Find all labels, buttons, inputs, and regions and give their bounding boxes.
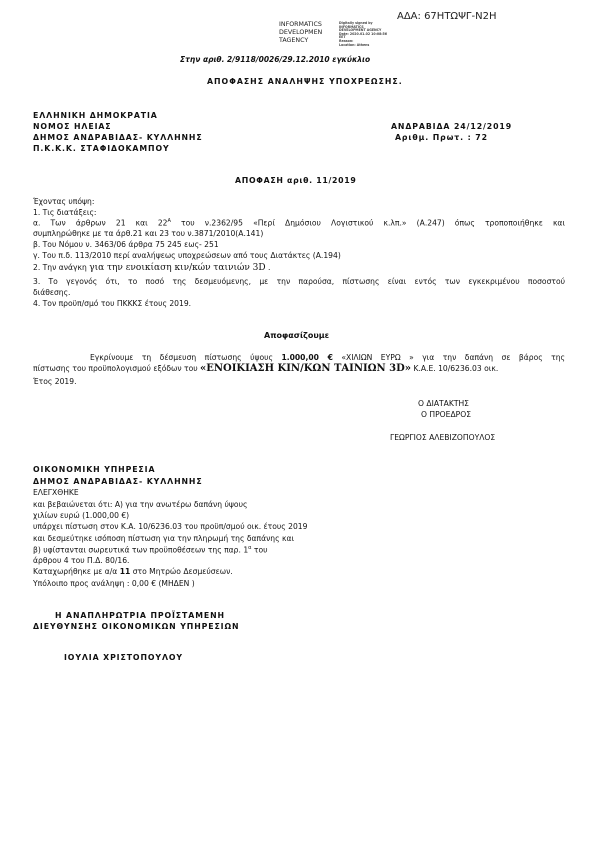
finance-articles: άρθρου 4 του Π.Δ. 80/16. — [33, 556, 130, 565]
finance-municipality: ΔΗΜΟΣ ΑΝΔΡΑΒΙΔΑΣ- ΚΥΛΛΗΝΗΣ — [33, 477, 203, 486]
provision-b: β. Του Νόμου ν. 3463/06 άρθρα 75 245 εως- 251 — [33, 240, 219, 249]
item-2-need — [33, 263, 270, 273]
head-name: ΙΟΥΛΙΑ ΧΡΙΣΤΟΠΟΥΛΟΥ — [64, 653, 183, 662]
ada-code: ΑΔΑ: 67ΗΤΩΨΓ-Ν2Η — [397, 11, 497, 22]
conditions-post: του — [251, 545, 268, 555]
approval-line-1 — [33, 353, 565, 362]
registered-number: 11 — [119, 567, 131, 576]
circular-reference: Στην αριθ. 2/9118/0026/29.12.2010 εγκύκλιο — [180, 55, 371, 64]
finance-registered — [33, 567, 233, 576]
item-2-subject: για την ενοικίαση κιν/κών ταινιών 3D — [89, 263, 266, 273]
finance-amount-words: χιλίων ευρώ (1.000,00 €) — [33, 511, 130, 520]
approval-2-post: Κ.Α.Ε. 10/6236.03 οικ. — [411, 364, 499, 373]
stamp-signer-line: TAGENCY — [279, 37, 309, 44]
provision-a-line-1 — [33, 218, 565, 228]
protocol-number: Αριθμ. Πρωτ. : 72 — [395, 133, 488, 142]
org-line-municipality: ΔΗΜΟΣ ΑΝΔΡΑΒΙΔΑΣ- ΚΥΛΛΗΝΗΣ — [33, 133, 203, 142]
approval-line-3: Έτος 2019. — [33, 377, 77, 386]
finance-conditions — [33, 545, 267, 555]
stamp-detail-line: Digitally signed by — [339, 21, 373, 25]
we-decide-heading: Αποφασίζουμε — [264, 331, 330, 340]
head-title: Η ΑΝΑΠΛΗΡΩΤΡΙΑ ΠΡΟΪΣΤΑΜΕΝΗ — [55, 611, 225, 620]
approval-2-pre: πίστωσης του προϋπολογισμού εξόδων του — [33, 364, 201, 373]
head-department: ΔΙΕΥΘΥΝΣΗΣ ΟΙΚΟΝΟΜΙΚΩΝ ΥΠΗΡΕΣΙΩΝ — [33, 622, 240, 631]
stamp-signer-line: DEVELOPMEN — [279, 29, 323, 36]
stamp-detail-line: Location: Athens — [339, 42, 370, 47]
stamp-detail-line: Date: 2020.01.02 10:08:56 — [339, 31, 387, 36]
signature-chairman: Ο ΠΡΟΕΔΡΟΣ — [421, 410, 472, 419]
provision-c: γ. Του π.δ. 113/2010 περί αναλήψεως υποχρεώσεων από τους Διατάκτες (Α.194) — [33, 251, 341, 260]
item-2-post: . — [265, 263, 271, 272]
finance-commitment: και δεσμεύτηκε ισόποση πίστωση για την πληρωμή της δαπάνης και — [33, 534, 295, 543]
org-line-entity: Π.Κ.Κ.Κ. ΣΤΑΦΙΔΟΚΑΜΠΟΥ — [33, 144, 170, 153]
item-4-budget: 4. Τον προϋπ/σμό του ΠΚΚΚΣ έτους 2019. — [33, 299, 192, 308]
finance-credit-exists: υπάρχει πίστωση στον Κ.Α. 10/6236.03 του προϋπ/σμού οικ. έτους 2019 — [33, 522, 308, 531]
decision-title: ΑΠΟΦΑΣΗ αριθ. 11/2019 — [235, 176, 357, 185]
stamp-detail-line: Reason: — [339, 38, 354, 43]
item-3-line-2: διάθεσης. — [33, 288, 71, 297]
registered-post: στο Μητρώο Δεσμεύσεων. — [130, 567, 233, 576]
stamp-details — [339, 22, 387, 47]
provisions-item: 1. Τις διατάξεις: — [33, 208, 97, 217]
approval-post: «ΧΙΛΙΩΝ ΕΥΡΩ » για την δαπάνη σε βάρος της — [332, 353, 565, 362]
finance-certified: και βεβαιώνεται ότι: Α) για την ανωτέρω δαπάνη ύψους — [33, 500, 248, 509]
stamp-signer-line: INFORMATICS — [279, 21, 322, 28]
item-3-line-1: 3. Το γεγονός ότι, το ποσό της δεσμευόμενης, με την παρούσα, πίστωσης είναι εντός των εγκεκριμένου ποσοστού — [33, 277, 565, 286]
conditions-pre: β) υφίστανται σωρευτικά των προϋποθέσεων της παρ. 1 — [33, 545, 249, 555]
finance-service-heading: ΟΙΚΟΝΟΜΙΚΗ ΥΠΗΡΕΣΙΑ — [33, 465, 156, 474]
approval-2-subject: «ΕΝΟΙΚΙΑΣΗ ΚΙΝ/ΚΩΝ ΤΑΙΝΙΩΝ 3D» — [200, 363, 412, 374]
stamp-detail-line: INFORMATICS — [339, 24, 364, 29]
item-2-pre: 2. Την ανάγκη — [33, 263, 90, 272]
place-date: ΑΝΔΡΑΒΙΔΑ 24/12/2019 — [391, 122, 513, 131]
considering-intro: Έχοντας υπόψη: — [33, 197, 95, 206]
provision-a-pre: α. Των άρθρων 21 και 22 — [33, 218, 168, 228]
org-line-republic: ΕΛΛΗΝΙΚΗ ΔΗΜΟΚΡΑΤΙΑ — [33, 111, 158, 120]
stamp-detail-line: DEVELOPMENT AGENCY — [339, 28, 382, 33]
conditions-sup: α — [248, 545, 252, 551]
stamp-detail-line: EET — [339, 35, 346, 40]
signature-name: ΓΕΩΡΓΙΟΣ ΑΛΕΒΙΖΟΠΟΥΛΟΣ — [390, 433, 496, 442]
org-line-prefecture: ΝΟΜΟΣ ΗΛΕΙΑΣ — [33, 122, 112, 131]
finance-checked: ΕΛΕΓΧΘΗΚΕ — [33, 488, 79, 497]
stamp-signer — [279, 21, 322, 45]
registered-pre: Καταχωρήθηκε με α/α — [33, 567, 120, 576]
signature-decider: Ο ΔΙΑΤΑΚΤΗΣ — [418, 399, 469, 408]
finance-remaining: Υπόλοιπο προς ανάληψη : 0,00 € (ΜΗΔΕΝ ) — [33, 579, 195, 588]
provision-a-sup: Α — [167, 218, 171, 224]
provision-a-line-2: συμπληρώθηκε με τα άρθ.21 και 23 του ν.3871/2010(Α.141) — [33, 229, 264, 238]
document-type-heading: ΑΠΟΦΑΣΗΣ ΑΝΑΛΗΨΗΣ ΥΠΟΧΡΕΩΣΗΣ. — [207, 77, 403, 86]
approval-amount: 1.000,00 € — [281, 353, 333, 362]
approval-pre: Εγκρίνουμε τη δέσμευση πίστωσης ύψους — [90, 353, 282, 362]
approval-line-2 — [33, 363, 498, 374]
digital-signature-stamp — [279, 21, 399, 53]
provision-a-post: του ν.2362/95 «Περί Δημόσιου Λογιστικού κ.λπ.» (Α.247) όπως τροποποιήθηκε και — [170, 218, 566, 228]
